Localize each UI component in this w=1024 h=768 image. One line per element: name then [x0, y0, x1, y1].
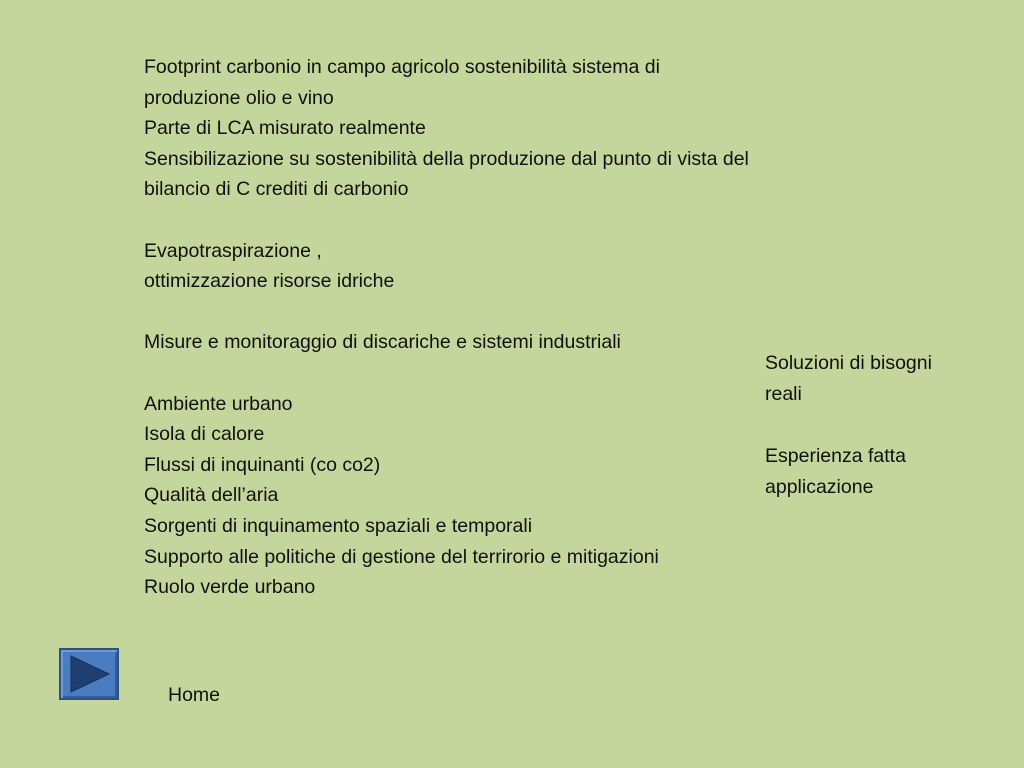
text-line-soluzioni: Soluzioni di bisogni — [765, 352, 932, 374]
text-line-discariche: Misure e monitoraggio di discariche e sistemi industriali — [144, 331, 621, 354]
text-line-qualita-aria: Qualità dell’aria — [144, 484, 279, 507]
text-line-evapotraspirazione: Evapotraspirazione , — [144, 239, 322, 262]
text-line-flussi-inquinanti: Flussi di inquinanti (co co2) — [144, 453, 381, 476]
text-line-applicazione: applicazione — [765, 476, 874, 498]
text-line-verde-urbano: Ruolo verde urbano — [144, 576, 316, 599]
text-line-bilancio: bilancio di C crediti di carbonio — [144, 178, 409, 201]
main-text-block — [144, 52, 884, 603]
next-slide-button[interactable] — [59, 648, 119, 700]
text-line-olio-vino: produzione olio e vino — [144, 86, 334, 109]
home-link[interactable]: Home — [168, 684, 221, 706]
spacer — [144, 205, 884, 236]
text-line-esperienza: Esperienza fatta — [765, 445, 906, 467]
spacer — [765, 410, 1005, 441]
text-line-reali: reali — [765, 383, 802, 405]
text-line-lca: Parte di LCA misurato realmente — [144, 117, 426, 140]
play-triangle-icon — [61, 650, 117, 698]
text-line-sorgenti: Sorgenti di inquinamento spaziali e temporali — [144, 514, 533, 537]
side-text-block — [765, 348, 1005, 503]
text-line-supporto-politiche: Supporto alle politiche di gestione del terrirorio e mitigazioni — [144, 545, 659, 568]
text-line-isola-calore: Isola di calore — [144, 423, 265, 446]
text-line-sensibilizzazione: Sensibilizazione su sostenibilità della produzione dal punto di vista del — [144, 147, 749, 170]
text-line-risorse-idriche: ottimizzazione risorse idriche — [144, 270, 395, 293]
text-line-ambiente-urbano: Ambiente urbano — [144, 392, 293, 415]
text-line-footprint: Footprint carbonio in campo agricolo sostenibilità sistema di — [144, 56, 660, 78]
spacer — [144, 297, 884, 328]
